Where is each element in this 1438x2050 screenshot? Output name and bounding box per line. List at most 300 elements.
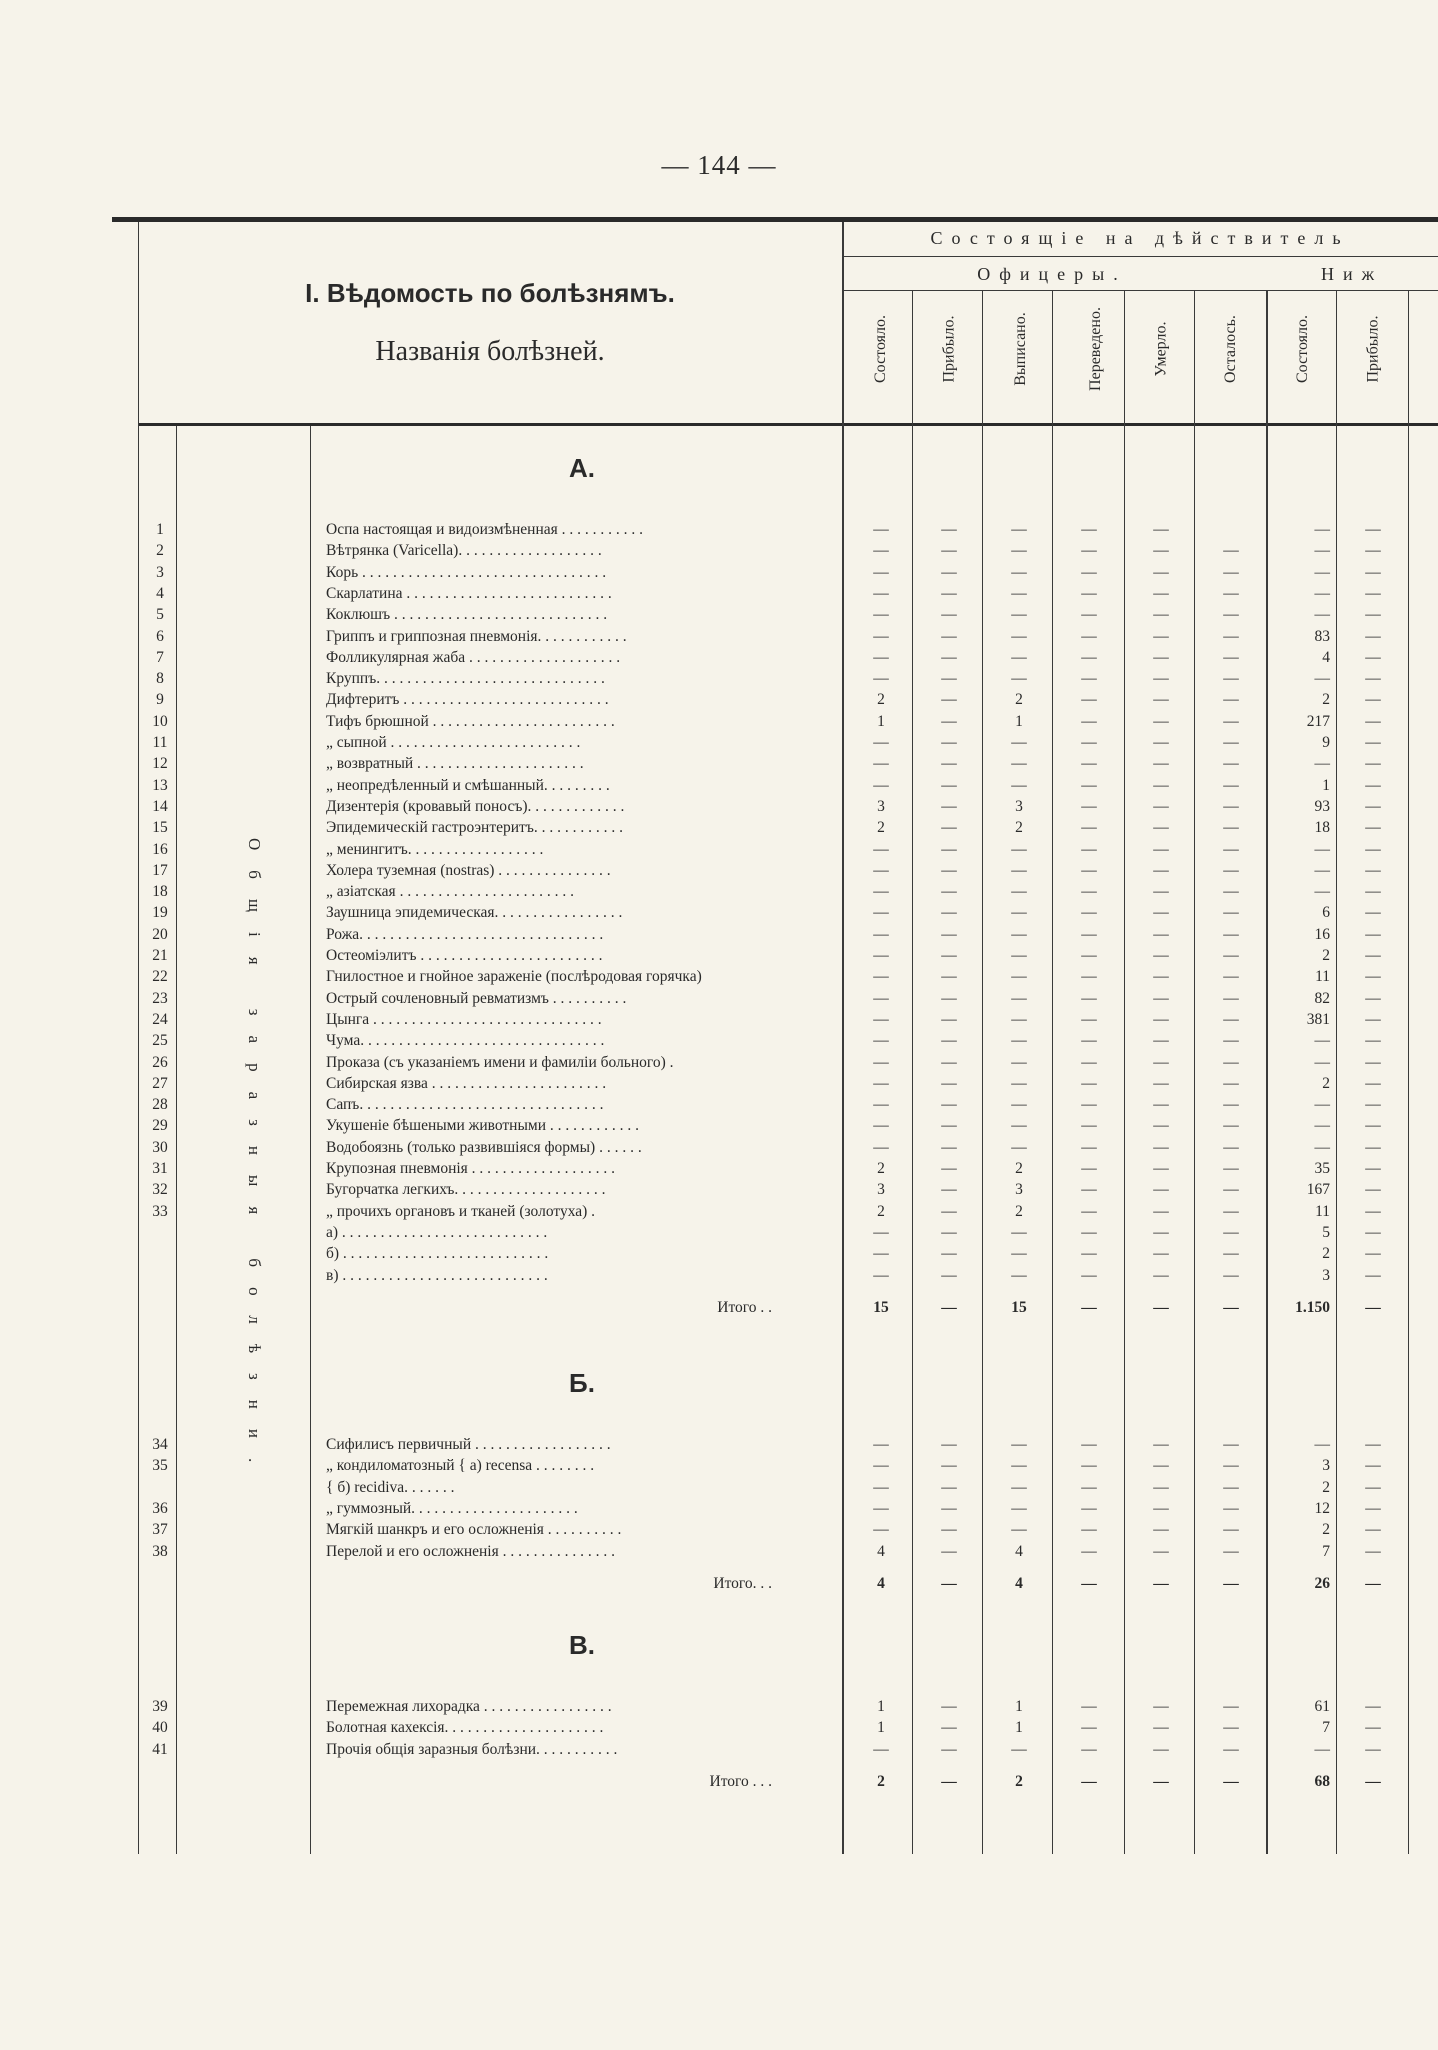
table-cell: — bbox=[1081, 1698, 1097, 1715]
table-cell: — bbox=[941, 947, 957, 964]
table-cell: — bbox=[1011, 1478, 1027, 1496]
disease-name: Сибирская язва . . . . . . . . . . . . . . . . . . . . . . . bbox=[326, 1074, 607, 1092]
section-letter: А. bbox=[569, 453, 595, 483]
disease-name: Гриппъ и гриппозная пневмонія. . . . . . . . . . . . bbox=[326, 627, 627, 645]
table-cell: — bbox=[1365, 755, 1381, 773]
table-cell: — bbox=[941, 712, 957, 730]
table-cell: — bbox=[1153, 883, 1169, 901]
table-cell: 3 bbox=[1015, 1181, 1023, 1199]
table-cell: — bbox=[941, 734, 957, 751]
page-number: — 144 — bbox=[661, 150, 777, 180]
table-cell: — bbox=[873, 521, 889, 538]
table-cell: — bbox=[1223, 1096, 1239, 1114]
table-cell: — bbox=[1011, 648, 1027, 666]
table-cell: — bbox=[873, 883, 889, 901]
table-cell: 2 bbox=[1015, 691, 1023, 709]
table-cell: — bbox=[873, 755, 889, 773]
disease-name: „ азіатская . . . . . . . . . . . . . . . . . . . . . . . bbox=[326, 883, 574, 901]
row-number: 27 bbox=[152, 1074, 168, 1092]
table-cell: — bbox=[1365, 1074, 1381, 1092]
table-cell: — bbox=[941, 1032, 957, 1050]
table-cell: — bbox=[1153, 734, 1169, 751]
table-cell: — bbox=[1011, 1499, 1027, 1517]
table-cell: — bbox=[941, 627, 957, 645]
table-cell: — bbox=[1153, 584, 1169, 602]
table-cell: 217 bbox=[1306, 712, 1330, 730]
table-cell: 1 bbox=[877, 1719, 885, 1737]
table-cell: 2 bbox=[1322, 1521, 1330, 1539]
table-cell: — bbox=[1011, 1266, 1027, 1284]
table-cell: — bbox=[873, 1053, 889, 1071]
row-number: 15 bbox=[152, 819, 168, 837]
table-cell: 11 bbox=[1315, 1202, 1330, 1220]
row-number bbox=[140, 1243, 180, 1264]
table-cell: — bbox=[1153, 563, 1169, 581]
table-cell: — bbox=[1365, 1138, 1381, 1156]
table-cell: — bbox=[1365, 819, 1381, 837]
table-cell: — bbox=[1223, 797, 1239, 815]
row-number: 34 bbox=[152, 1436, 168, 1453]
table-cell: — bbox=[873, 1478, 889, 1496]
table-cell: — bbox=[1153, 819, 1169, 837]
table-cell: — bbox=[941, 1223, 957, 1241]
table-cell: — bbox=[1011, 584, 1027, 602]
table-cell: — bbox=[873, 1245, 889, 1263]
table-cell: — bbox=[1314, 1436, 1330, 1453]
table-cell: — bbox=[1365, 797, 1381, 815]
table-cell: — bbox=[941, 1138, 957, 1156]
table-cell: — bbox=[1223, 734, 1239, 751]
side-col-border bbox=[310, 426, 311, 1854]
table-cell: — bbox=[873, 670, 889, 688]
table-cell: — bbox=[1223, 648, 1239, 666]
disease-name: Крупозная пневмонія . . . . . . . . . . . . . . . . . . . bbox=[326, 1160, 616, 1177]
table-cell: — bbox=[1011, 1138, 1027, 1156]
table-cell: — bbox=[1153, 755, 1169, 773]
table-cell: — bbox=[1223, 947, 1239, 964]
table-cell: 9 bbox=[1322, 734, 1330, 751]
table-cell: — bbox=[1081, 712, 1097, 730]
table-cell: — bbox=[1365, 542, 1381, 560]
total-cell: — bbox=[1153, 1574, 1169, 1592]
table-cell: — bbox=[1223, 1181, 1239, 1199]
table-cell: — bbox=[1081, 1010, 1097, 1028]
table-cell: — bbox=[1153, 1010, 1169, 1028]
disease-name: Дизентерія (кровавый поносъ). . . . . . . . . . . . . bbox=[326, 797, 625, 815]
row-number: 33 bbox=[152, 1202, 168, 1220]
table-cell: — bbox=[1153, 1478, 1169, 1496]
row-number: 29 bbox=[152, 1117, 168, 1135]
table-cell: — bbox=[1081, 904, 1097, 922]
table-cell: — bbox=[1081, 584, 1097, 602]
row-number: 26 bbox=[152, 1053, 168, 1071]
table-cell: — bbox=[1365, 1542, 1381, 1560]
table-cell: — bbox=[941, 1117, 957, 1135]
disease-name: в) . . . . . . . . . . . . . . . . . . . . . . . . . . . bbox=[326, 1266, 548, 1284]
table-cell: — bbox=[873, 1138, 889, 1156]
grid-line bbox=[1124, 290, 1125, 1854]
disease-name: Гнилостное и гнойное зараженіе (послѣродовая горячка) bbox=[326, 968, 702, 986]
table-cell: 2 bbox=[1015, 1202, 1023, 1220]
table-cell: — bbox=[941, 563, 957, 581]
table-cell: — bbox=[1081, 1032, 1097, 1050]
table-cell: — bbox=[1011, 904, 1027, 922]
disease-name: Дифтеритъ . . . . . . . . . . . . . . . . . . . . . . . . . . . bbox=[326, 691, 609, 709]
table-cell: — bbox=[1153, 521, 1169, 538]
total-cell: 15 bbox=[1011, 1298, 1027, 1316]
table-cell: — bbox=[1314, 542, 1330, 560]
table-cell: — bbox=[941, 1074, 957, 1092]
disease-name: Коклюшъ . . . . . . . . . . . . . . . . . . . . . . . . . . . . bbox=[326, 606, 608, 624]
table-cell: — bbox=[1365, 1117, 1381, 1135]
disease-name: Чума. . . . . . . . . . . . . . . . . . . . . . . . . . . . . . . . bbox=[326, 1032, 605, 1050]
table-cell: — bbox=[873, 1223, 889, 1241]
header-divider bbox=[842, 256, 1438, 257]
row-number: 6 bbox=[156, 627, 164, 645]
header-officers: Офицеры. bbox=[977, 264, 1127, 284]
table-cell: — bbox=[1365, 1521, 1381, 1539]
total-cell: 4 bbox=[1015, 1574, 1023, 1592]
disease-name: Эпидемическій гастроэнтеритъ. . . . . . . . . . . . bbox=[326, 819, 623, 837]
table-cell: 2 bbox=[877, 691, 885, 709]
table-cell: — bbox=[1365, 1181, 1381, 1199]
table-cell: 2 bbox=[1322, 947, 1330, 964]
disease-name: Тифъ брюшной . . . . . . . . . . . . . . . . . . . . . . . . bbox=[326, 712, 615, 730]
table-cell: 35 bbox=[1314, 1160, 1330, 1177]
table-cell: — bbox=[1223, 670, 1239, 688]
table-cell: — bbox=[1011, 734, 1027, 751]
table-cell: — bbox=[873, 1266, 889, 1284]
disease-name: Сифилисъ первичный . . . . . . . . . . . . . . . . . . bbox=[326, 1436, 611, 1453]
table-cell: — bbox=[941, 1521, 957, 1539]
disease-name: Бугорчатка легкихъ. . . . . . . . . . . . . . . . . . . . bbox=[326, 1181, 606, 1199]
table-cell: — bbox=[1081, 1202, 1097, 1220]
table-cell: 381 bbox=[1306, 1010, 1330, 1028]
table-cell: — bbox=[1223, 1436, 1239, 1453]
table-cell: — bbox=[1314, 840, 1330, 858]
disease-name: Фолликулярная жаба . . . . . . . . . . . . . . . . . . . . bbox=[326, 648, 621, 666]
table-cell: — bbox=[1223, 1457, 1239, 1475]
table-cell: — bbox=[1223, 1117, 1239, 1135]
row-number: 16 bbox=[152, 840, 168, 858]
total-cell: 2 bbox=[877, 1772, 885, 1790]
row-number: 9 bbox=[156, 691, 164, 709]
row-number: 17 bbox=[152, 861, 168, 879]
row-number: 13 bbox=[152, 776, 168, 794]
table-cell: — bbox=[1223, 925, 1239, 943]
total-cell: — bbox=[941, 1772, 957, 1790]
table-cell: 1 bbox=[1015, 1719, 1023, 1737]
table-cell: 82 bbox=[1314, 989, 1330, 1007]
table-cell: 6 bbox=[1322, 904, 1330, 922]
table-cell: — bbox=[1011, 670, 1027, 688]
table-cell: — bbox=[1081, 1053, 1097, 1071]
table-cell: — bbox=[873, 734, 889, 751]
table-cell: — bbox=[1153, 670, 1169, 688]
table-cell: — bbox=[941, 797, 957, 815]
table-cell bbox=[1196, 519, 1266, 540]
column-header-officers-5: Умерло. bbox=[1151, 321, 1169, 377]
table-cell: — bbox=[941, 1266, 957, 1284]
table-cell: — bbox=[1081, 861, 1097, 879]
table-cell: — bbox=[1011, 1457, 1027, 1475]
column-header-officers-1: Состояло. bbox=[872, 315, 889, 383]
table-cell: — bbox=[941, 1740, 957, 1758]
table-cell: — bbox=[1153, 1245, 1169, 1263]
table-cell: — bbox=[1365, 883, 1381, 901]
section-letter: В. bbox=[569, 1630, 595, 1660]
table-cell: — bbox=[1223, 1074, 1239, 1092]
disease-name: Холера туземная (nostras) . . . . . . . . . . . . . . . bbox=[326, 861, 611, 879]
table-cell: — bbox=[1314, 1032, 1330, 1050]
table-cell: — bbox=[1153, 1266, 1169, 1284]
table-cell: — bbox=[873, 606, 889, 624]
table-cell: 4 bbox=[1015, 1542, 1023, 1560]
table-cell: — bbox=[1365, 521, 1381, 538]
table-cell: — bbox=[1365, 627, 1381, 645]
row-number: 11 bbox=[152, 734, 168, 751]
table-cell: 2 bbox=[1322, 1074, 1330, 1092]
table-cell: — bbox=[1081, 1096, 1097, 1114]
row-number: 3 bbox=[156, 563, 164, 581]
table-title: I. Вѣдомость по болѣзнямъ. bbox=[305, 278, 675, 308]
row-number: 35 bbox=[152, 1457, 168, 1475]
table-cell: — bbox=[1223, 776, 1239, 794]
side-label: Общія заразныя болѣзни. bbox=[245, 837, 264, 1483]
table-cell: — bbox=[941, 1542, 957, 1560]
column-header-officers-4: Переведено. bbox=[1086, 307, 1104, 391]
table-cell: 83 bbox=[1314, 627, 1330, 645]
table-cell: — bbox=[1081, 1542, 1097, 1560]
row-number: 23 bbox=[152, 989, 168, 1007]
table-cell: — bbox=[1153, 947, 1169, 964]
table-cell: — bbox=[873, 989, 889, 1007]
table-cell: — bbox=[1365, 776, 1381, 794]
table-cell: — bbox=[1153, 1074, 1169, 1092]
table-cell: — bbox=[1081, 542, 1097, 560]
table-cell: — bbox=[1153, 904, 1169, 922]
table-cell: — bbox=[1081, 1117, 1097, 1135]
table-cell: — bbox=[1081, 1074, 1097, 1092]
table-cell: 16 bbox=[1314, 925, 1330, 943]
table-cell: — bbox=[1153, 691, 1169, 709]
table-cell: — bbox=[1081, 1740, 1097, 1758]
table-cell: 3 bbox=[877, 1181, 885, 1199]
table-cell: — bbox=[1153, 1138, 1169, 1156]
table-cell: — bbox=[1223, 627, 1239, 645]
table-cell: — bbox=[941, 755, 957, 773]
table-cell: — bbox=[1365, 712, 1381, 730]
table-cell: — bbox=[1365, 1698, 1381, 1715]
table-cell: — bbox=[941, 542, 957, 560]
disease-name: Цынга . . . . . . . . . . . . . . . . . . . . . . . . . . . . . . bbox=[326, 1010, 602, 1028]
table-cell: — bbox=[941, 819, 957, 837]
table-cell: — bbox=[1223, 819, 1239, 837]
table-cell: — bbox=[1011, 840, 1027, 858]
column-title-diseases: Названія болѣзней. bbox=[375, 336, 605, 367]
total-cell: — bbox=[1153, 1298, 1169, 1316]
table-cell: — bbox=[873, 1436, 889, 1453]
table-cell: 2 bbox=[877, 1160, 885, 1177]
disease-name: Сапъ. . . . . . . . . . . . . . . . . . . . . . . . . . . . . . . . bbox=[326, 1096, 604, 1114]
table-cell: — bbox=[1223, 989, 1239, 1007]
table-cell: — bbox=[873, 1032, 889, 1050]
table-cell: — bbox=[1365, 1457, 1381, 1475]
table-cell: — bbox=[1081, 1266, 1097, 1284]
disease-name: „ неопредѣленный и смѣшанный. . . . . . . . . bbox=[326, 776, 610, 794]
total-cell: — bbox=[1223, 1772, 1239, 1790]
table-cell: — bbox=[1153, 1053, 1169, 1071]
table-cell: — bbox=[873, 1010, 889, 1028]
total-cell: — bbox=[941, 1298, 957, 1316]
disease-name: Остеоміэлитъ . . . . . . . . . . . . . . . . . . . . . . . . bbox=[326, 947, 603, 964]
disease-name: Перелой и его осложненія . . . . . . . . . . . . . . . bbox=[326, 1542, 615, 1560]
table-cell: — bbox=[941, 606, 957, 624]
table-cell: — bbox=[1081, 968, 1097, 986]
table-cell: — bbox=[873, 968, 889, 986]
table-cell: 3 bbox=[1322, 1266, 1330, 1284]
table-cell: — bbox=[1153, 712, 1169, 730]
table-cell: — bbox=[1153, 861, 1169, 879]
total-cell: — bbox=[1153, 1772, 1169, 1790]
table-cell: — bbox=[1081, 1478, 1097, 1496]
table-cell: — bbox=[941, 1053, 957, 1071]
table-cell: — bbox=[1365, 968, 1381, 986]
table-cell: — bbox=[1081, 1160, 1097, 1177]
table-cell: — bbox=[873, 776, 889, 794]
row-number: 36 bbox=[152, 1499, 168, 1517]
table-cell: — bbox=[941, 1202, 957, 1220]
disease-name: „ прочихъ органовъ и тканей (золотуха) . bbox=[326, 1202, 596, 1220]
disease-name: Болотная кахексія. . . . . . . . . . . . . . . . . . . . . bbox=[326, 1719, 604, 1737]
header-lower-ranks: Ниж bbox=[1320, 264, 1384, 284]
table-cell: — bbox=[1011, 521, 1027, 538]
table-cell: 11 bbox=[1315, 968, 1330, 986]
row-number: 25 bbox=[152, 1032, 168, 1050]
table-cell: — bbox=[1011, 883, 1027, 901]
table-cell: — bbox=[1153, 968, 1169, 986]
table-cell: — bbox=[941, 648, 957, 666]
table-cell: 7 bbox=[1322, 1542, 1330, 1560]
table-cell: — bbox=[941, 1478, 957, 1496]
table-cell: — bbox=[1365, 1160, 1381, 1177]
disease-name: „ кондиломатозный { а) recensa . . . . . . . . bbox=[326, 1457, 595, 1475]
table-cell: — bbox=[1081, 947, 1097, 964]
table-cell: — bbox=[1223, 563, 1239, 581]
table-cell: 18 bbox=[1314, 819, 1330, 837]
table-cell: — bbox=[1314, 606, 1330, 624]
table-cell: — bbox=[1314, 861, 1330, 879]
table-cell: — bbox=[1081, 797, 1097, 815]
table-cell: — bbox=[1365, 1436, 1381, 1453]
table-cell: — bbox=[1153, 797, 1169, 815]
table-cell: 1 bbox=[877, 712, 885, 730]
table-cell: — bbox=[1365, 1223, 1381, 1241]
table-cell: 1 bbox=[1015, 712, 1023, 730]
total-label: Итого . . . bbox=[709, 1772, 772, 1790]
disease-name: Вѣтрянка (Varicella). . . . . . . . . . . . . . . . . . . bbox=[326, 542, 602, 560]
table-cell: 4 bbox=[1322, 648, 1330, 666]
table-cell: — bbox=[1365, 1719, 1381, 1737]
table-cell: — bbox=[1365, 670, 1381, 688]
table-cell: — bbox=[1081, 1138, 1097, 1156]
table-cell: 12 bbox=[1314, 1499, 1330, 1517]
table-cell: — bbox=[941, 1096, 957, 1114]
table-cell: 61 bbox=[1314, 1698, 1330, 1715]
disease-name: { б) recidiva. . . . . . . bbox=[326, 1478, 455, 1496]
table-cell: — bbox=[873, 904, 889, 922]
table-cell: — bbox=[1011, 542, 1027, 560]
table-cell: — bbox=[1365, 691, 1381, 709]
table-cell: — bbox=[1223, 606, 1239, 624]
table-cell: — bbox=[1223, 1202, 1239, 1220]
table-cell: — bbox=[1365, 861, 1381, 879]
table-cell: — bbox=[1153, 1698, 1169, 1715]
table-cell: — bbox=[1081, 1521, 1097, 1539]
total-cell: 26 bbox=[1314, 1574, 1330, 1592]
row-number: 18 bbox=[152, 883, 168, 901]
table-cell: — bbox=[1153, 1436, 1169, 1453]
table-cell: — bbox=[1011, 1740, 1027, 1758]
table-cell: — bbox=[941, 968, 957, 986]
row-number: 32 bbox=[152, 1181, 168, 1199]
table-cell: — bbox=[1081, 1499, 1097, 1517]
table-cell: — bbox=[1365, 1499, 1381, 1517]
table-cell: — bbox=[1081, 1436, 1097, 1453]
table-cell: — bbox=[941, 1245, 957, 1263]
table-cell: — bbox=[1223, 1719, 1239, 1737]
table-cell: — bbox=[1223, 904, 1239, 922]
row-number: 30 bbox=[152, 1138, 168, 1156]
column-header-lower-7: Состояло. bbox=[1294, 315, 1311, 383]
table-cell: — bbox=[873, 584, 889, 602]
table-cell: 2 bbox=[877, 819, 885, 837]
table-cell: — bbox=[941, 1499, 957, 1517]
table-cell: — bbox=[1153, 989, 1169, 1007]
table-cell: — bbox=[1081, 1245, 1097, 1263]
table-cell: — bbox=[1153, 1740, 1169, 1758]
total-cell: — bbox=[1223, 1574, 1239, 1592]
table-cell: — bbox=[941, 1181, 957, 1199]
grid-line bbox=[1408, 290, 1409, 1854]
table-cell: — bbox=[1011, 989, 1027, 1007]
table-cell: — bbox=[941, 1160, 957, 1177]
table-cell: — bbox=[873, 1521, 889, 1539]
total-cell: 15 bbox=[873, 1298, 889, 1316]
table-cell: — bbox=[1011, 1096, 1027, 1114]
table-cell: — bbox=[1153, 542, 1169, 560]
table-cell: — bbox=[1153, 627, 1169, 645]
table-cell: — bbox=[1365, 648, 1381, 666]
table-cell: — bbox=[1365, 1478, 1381, 1496]
table-cell: — bbox=[1314, 563, 1330, 581]
table-cell: — bbox=[873, 1096, 889, 1114]
table-cell: 3 bbox=[877, 797, 885, 815]
table-cell: — bbox=[1223, 584, 1239, 602]
total-cell: 1.150 bbox=[1295, 1298, 1330, 1316]
table-cell: — bbox=[1011, 563, 1027, 581]
total-cell: — bbox=[1365, 1772, 1381, 1790]
table-cell: — bbox=[1223, 542, 1239, 560]
total-cell: 68 bbox=[1314, 1772, 1330, 1790]
table-cell: — bbox=[873, 925, 889, 943]
row-number: 31 bbox=[152, 1160, 168, 1177]
table-cell: — bbox=[873, 840, 889, 858]
table-cell: — bbox=[1223, 1245, 1239, 1263]
table-cell: — bbox=[873, 1074, 889, 1092]
disease-name: Рожа. . . . . . . . . . . . . . . . . . . . . . . . . . . . . . . . bbox=[326, 925, 604, 943]
table-cell: — bbox=[941, 861, 957, 879]
